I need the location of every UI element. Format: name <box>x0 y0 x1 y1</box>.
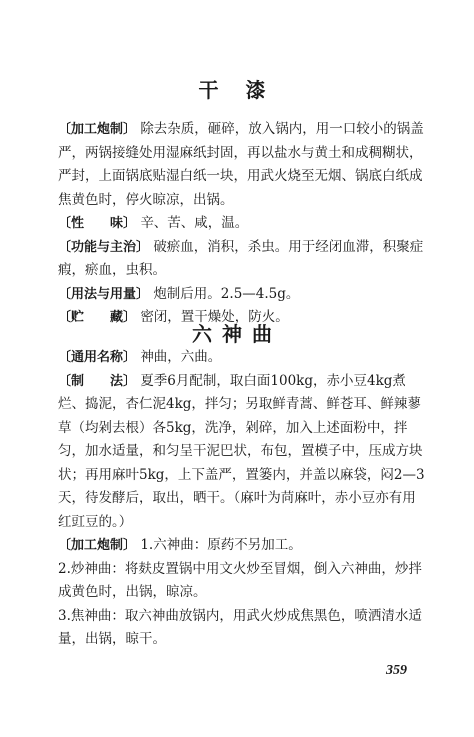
entry-label: 〔性 味〕 <box>58 216 137 231</box>
entry-text: 神曲，六曲。 <box>140 349 222 365</box>
entry-label: 〔加工炮制〕 <box>58 122 137 137</box>
processing-item-fried: 2.炒神曲：将麸皮置锅中用文火炒至冒烟，倒入六神曲，炒拌成黄色时，出锅，晾凉。 <box>58 560 422 600</box>
entry-processing <box>58 118 428 212</box>
entry-nature-taste <box>58 212 428 236</box>
page-number: 359 <box>386 663 407 678</box>
entry-text: 1.六神曲：原药不另加工。 <box>140 537 302 553</box>
processing-item-charred: 3.焦神曲：取六神曲放锅内，用武火炒成焦黑色，喷洒清水适量，出锅，晾干。 <box>58 607 422 647</box>
section-title-ganqi: 干 漆 <box>198 78 276 102</box>
entry-label: 〔功能与主治〕 <box>58 239 150 255</box>
entry-processing <box>58 534 428 558</box>
entry-label: 〔贮 藏〕 <box>58 310 137 325</box>
entry-common-name <box>58 346 428 370</box>
entry-text: 辛、苦、咸，温。 <box>140 215 249 231</box>
entry-text: 密闭，置干燥处，防火。 <box>140 309 289 325</box>
section-title-liushenqu: 六神曲 <box>192 322 282 346</box>
entry-usage <box>58 283 428 307</box>
entry-label: 〔用法与用量〕 <box>58 286 150 302</box>
entry-preparation <box>58 370 428 535</box>
entry-text: 炮制后用。2.5—4.5g。 <box>153 285 300 302</box>
entry-label: 〔加工炮制〕 <box>58 538 137 553</box>
entry-text: 破瘀血，消积，杀虫。用于经闭血滞，积聚症瘕，瘀血，虫积。 <box>58 238 424 278</box>
entry-function <box>58 236 428 283</box>
section-ganqi-body <box>58 118 428 330</box>
entry-label: 〔制 法〕 <box>58 373 137 389</box>
entry-text: 除去杂质，砸碎，放入锅内，用一口较小的锅盖严，两锅接缝处用湿麻纸封固，再以盐水与黄土和成稠糊状，严封，上面锅底贴湿白纸一块，用武火烧至无烟、锅底白纸成焦黄色时，停火晾凉，出锅。 <box>58 121 424 208</box>
section-liushenqu-body <box>58 346 428 652</box>
entry-text: 夏季6月配制，取白面100kg，赤小豆4kg煮烂、捣泥，杏仁泥4kg，拌匀；另取鲜青蒿、鲜苍耳、鲜辣蓼草（均剁去根）各5kg，洗净，剁碎，加入上述面粉中，拌匀，加水适量，和匀呈干泥巴状，布包，置模子中，压成方块状；再用麻叶5kg，上下盖严，置篓内，并盖以麻袋，闷2—3天，待发酵后，取出，晒干。（麻叶为苘麻叶，赤小豆亦有用红豇豆的。） <box>58 372 425 530</box>
entry-label: 〔通用名称〕 <box>58 350 137 365</box>
